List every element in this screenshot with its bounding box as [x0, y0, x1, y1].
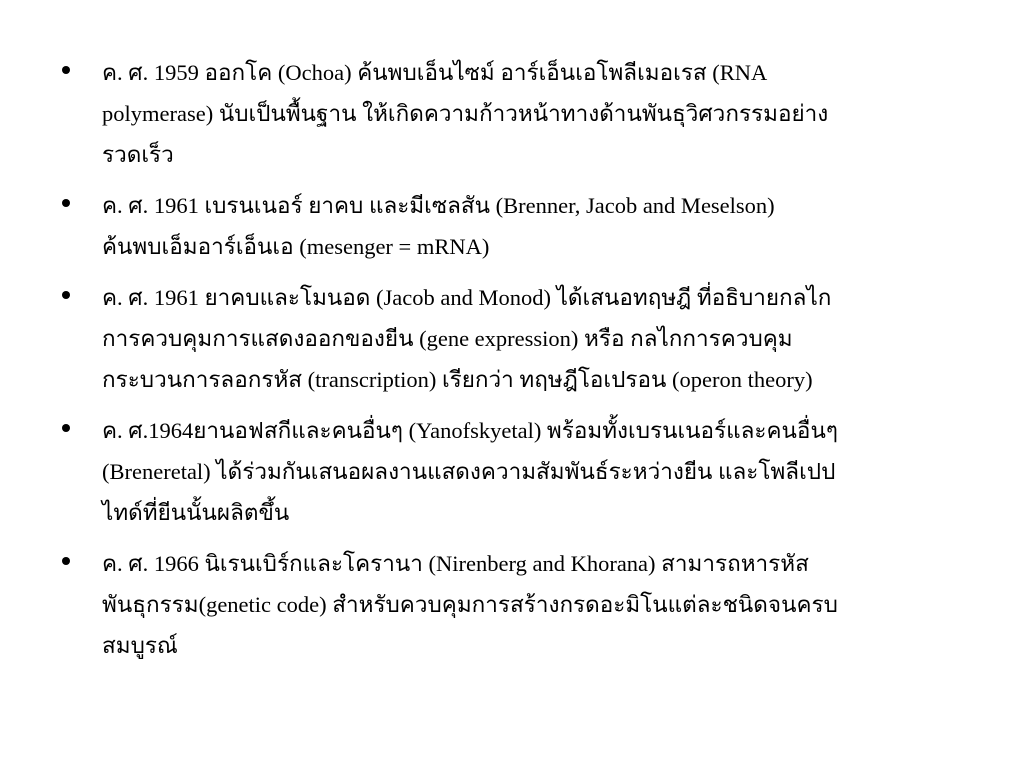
- text-line: ไทด์ที่ยีนนั้นผลิตขึ้น: [102, 500, 290, 525]
- list-item: [62, 543, 962, 666]
- list-item: [62, 410, 962, 533]
- bullet-text: [102, 543, 962, 666]
- text-line: ค. ศ. 1966 นิเรนเบิร์กและโครานา (Nirenberg and Khorana) สามารถหารหัส: [102, 551, 809, 576]
- text-line: (Breneretal) ได้ร่วมกันเสนอผลงานแสดงความสัมพันธ์ระหว่างยีน และโพลีเปป: [102, 459, 836, 484]
- text-line: รวดเร็ว: [102, 142, 174, 167]
- bullet-list: [62, 52, 962, 676]
- bullet-icon: [62, 66, 70, 74]
- text-line: พันธุกรรม(genetic code) สำหรับควบคุมการสร้างกรดอะมิโนแต่ละชนิดจนครบ: [102, 592, 838, 617]
- bullet-icon: [62, 557, 70, 565]
- list-item: [62, 52, 962, 175]
- text-line: ค้นพบเอ็มอาร์เอ็นเอ (mesenger = mRNA): [102, 234, 490, 259]
- text-line: ค. ศ.1964ยานอฟสกีและคนอื่นๆ (Yanofskyetal) พร้อมทั้งเบรนเนอร์และคนอื่นๆ: [102, 418, 838, 443]
- bullet-icon: [62, 424, 70, 432]
- bullet-text: [102, 410, 962, 533]
- text-line: กระบวนการลอกรหัส (transcription) เรียกว่า ทฤษฎีโอเปรอน (operon theory): [102, 367, 813, 392]
- text-line: ค. ศ. 1961 ยาคบและโมนอด (Jacob and Monod) ได้เสนอทฤษฎี ที่อธิบายกลไก: [102, 285, 832, 310]
- list-item: [62, 185, 962, 267]
- bullet-icon: [62, 199, 70, 207]
- bullet-text: [102, 185, 962, 267]
- text-line: สมบูรณ์: [102, 633, 178, 658]
- text-line: การควบคุมการแสดงออกของยีน (gene expression) หรือ กลไกการควบคุม: [102, 326, 793, 351]
- text-line: ค. ศ. 1959 ออกโค (Ochoa) ค้นพบเอ็นไซม์ อาร์เอ็นเอโพลีเมอเรส (RNA: [102, 60, 768, 85]
- bullet-text: [102, 277, 962, 400]
- text-line: polymerase) นับเป็นพื้นฐาน ให้เกิดความก้าวหน้าทางด้านพันธุวิศวกรรมอย่าง: [102, 101, 829, 126]
- bullet-icon: [62, 291, 70, 299]
- text-line: ค. ศ. 1961 เบรนเนอร์ ยาคบ และมีเซลสัน (Brenner, Jacob and Meselson): [102, 193, 775, 218]
- bullet-text: [102, 52, 962, 175]
- list-item: [62, 277, 962, 400]
